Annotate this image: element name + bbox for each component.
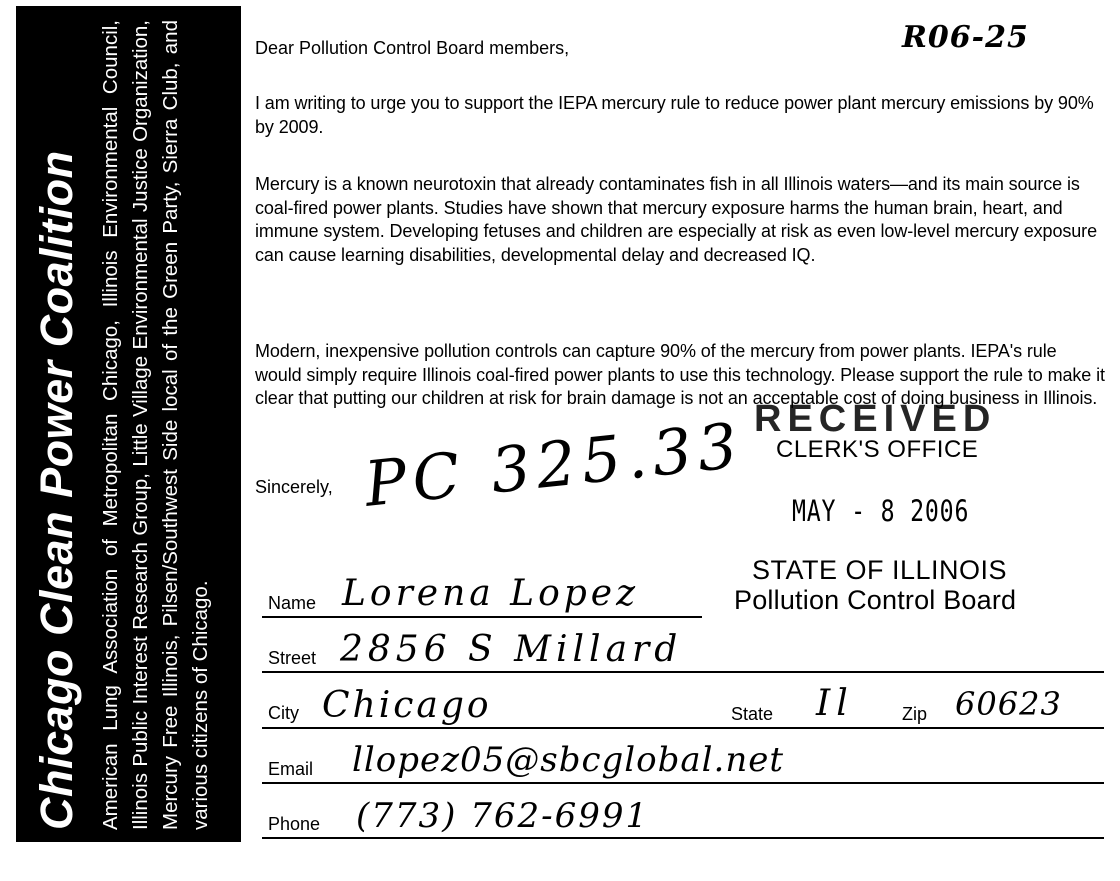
stamp-received: RECEIVED — [754, 398, 997, 440]
stamp-state: STATE OF ILLINOIS — [752, 555, 1008, 585]
closing: Sincerely, — [255, 477, 333, 497]
state-label: State — [731, 704, 774, 724]
zip-label: Zip — [902, 704, 928, 724]
phone-label: Phone — [268, 814, 321, 834]
salutation: Dear Pollution Control Board members, — [255, 38, 570, 58]
phone-field[interactable]: (773) 762-6991 — [356, 796, 650, 836]
stamp-board: Pollution Control Board — [734, 585, 1017, 615]
street-underline — [262, 671, 1104, 673]
email-underline — [262, 782, 1104, 784]
stamp-clerk-office: CLERK'S OFFICE — [776, 436, 979, 463]
name-underline — [262, 616, 702, 618]
letter-paragraph-3: Modern, inexpensive pollution controls can capture 90% of the mercury from power plants. IEPA's rule would simply require Illinois coal-fired power plants to use this technology. Please support the rule to make it clear that putting our children at risk for brain damage is not an acceptable cost of doing business in Illinois. — [255, 341, 1105, 408]
city-underline — [262, 727, 1104, 729]
city-field[interactable]: Chicago — [322, 685, 492, 726]
street-field[interactable]: 2856 S Millard — [340, 629, 683, 670]
banner-title: Chicago Clean Power Coalition — [31, 150, 82, 830]
docket-number: R06-25 — [902, 20, 1029, 55]
letter-paragraph-2: Mercury is a known neurotoxin that already contaminates fish in all Illinois waters—and its main source is coal-fired power plants. Studies have shown that mercury exposure harms the human brain, heart, and immune system. Developing fetuses and children are especially at risk as even low-level mercury exposure can cause learning disabilities, developmental delay and decreased IQ. — [255, 174, 1097, 265]
banner-member-list: American Lung Association of Metropolitan Chicago, Illinois Environmental Council, Illinois Public Interest Research Group, Little Village Environmental Justice Organization, Mercury Free Illinois, Pilsen/Southwest Side local of the Green Party, Sierra Club, and various citizens of Chicago. — [99, 20, 212, 830]
city-label: City — [268, 703, 299, 723]
state-field[interactable]: Il — [816, 683, 854, 724]
zip-field[interactable]: 60623 — [955, 685, 1062, 723]
email-field[interactable]: llopez05@sbcglobal.net — [352, 740, 785, 780]
name-field[interactable]: Lorena Lopez — [342, 573, 640, 614]
phone-underline — [262, 837, 1104, 839]
public-comment-number: PC 325.33 — [361, 408, 747, 521]
email-label: Email — [268, 759, 314, 779]
coalition-banner — [16, 6, 241, 842]
name-label: Name — [268, 593, 317, 613]
banner-content — [20, 14, 237, 836]
street-label: Street — [268, 648, 317, 668]
stamp-date: MAY - 8 2006 — [792, 494, 970, 528]
letter-paragraph-1: I am writing to urge you to support the IEPA mercury rule to reduce power plant mercury emissions by 90% by 2009. — [255, 93, 1094, 137]
